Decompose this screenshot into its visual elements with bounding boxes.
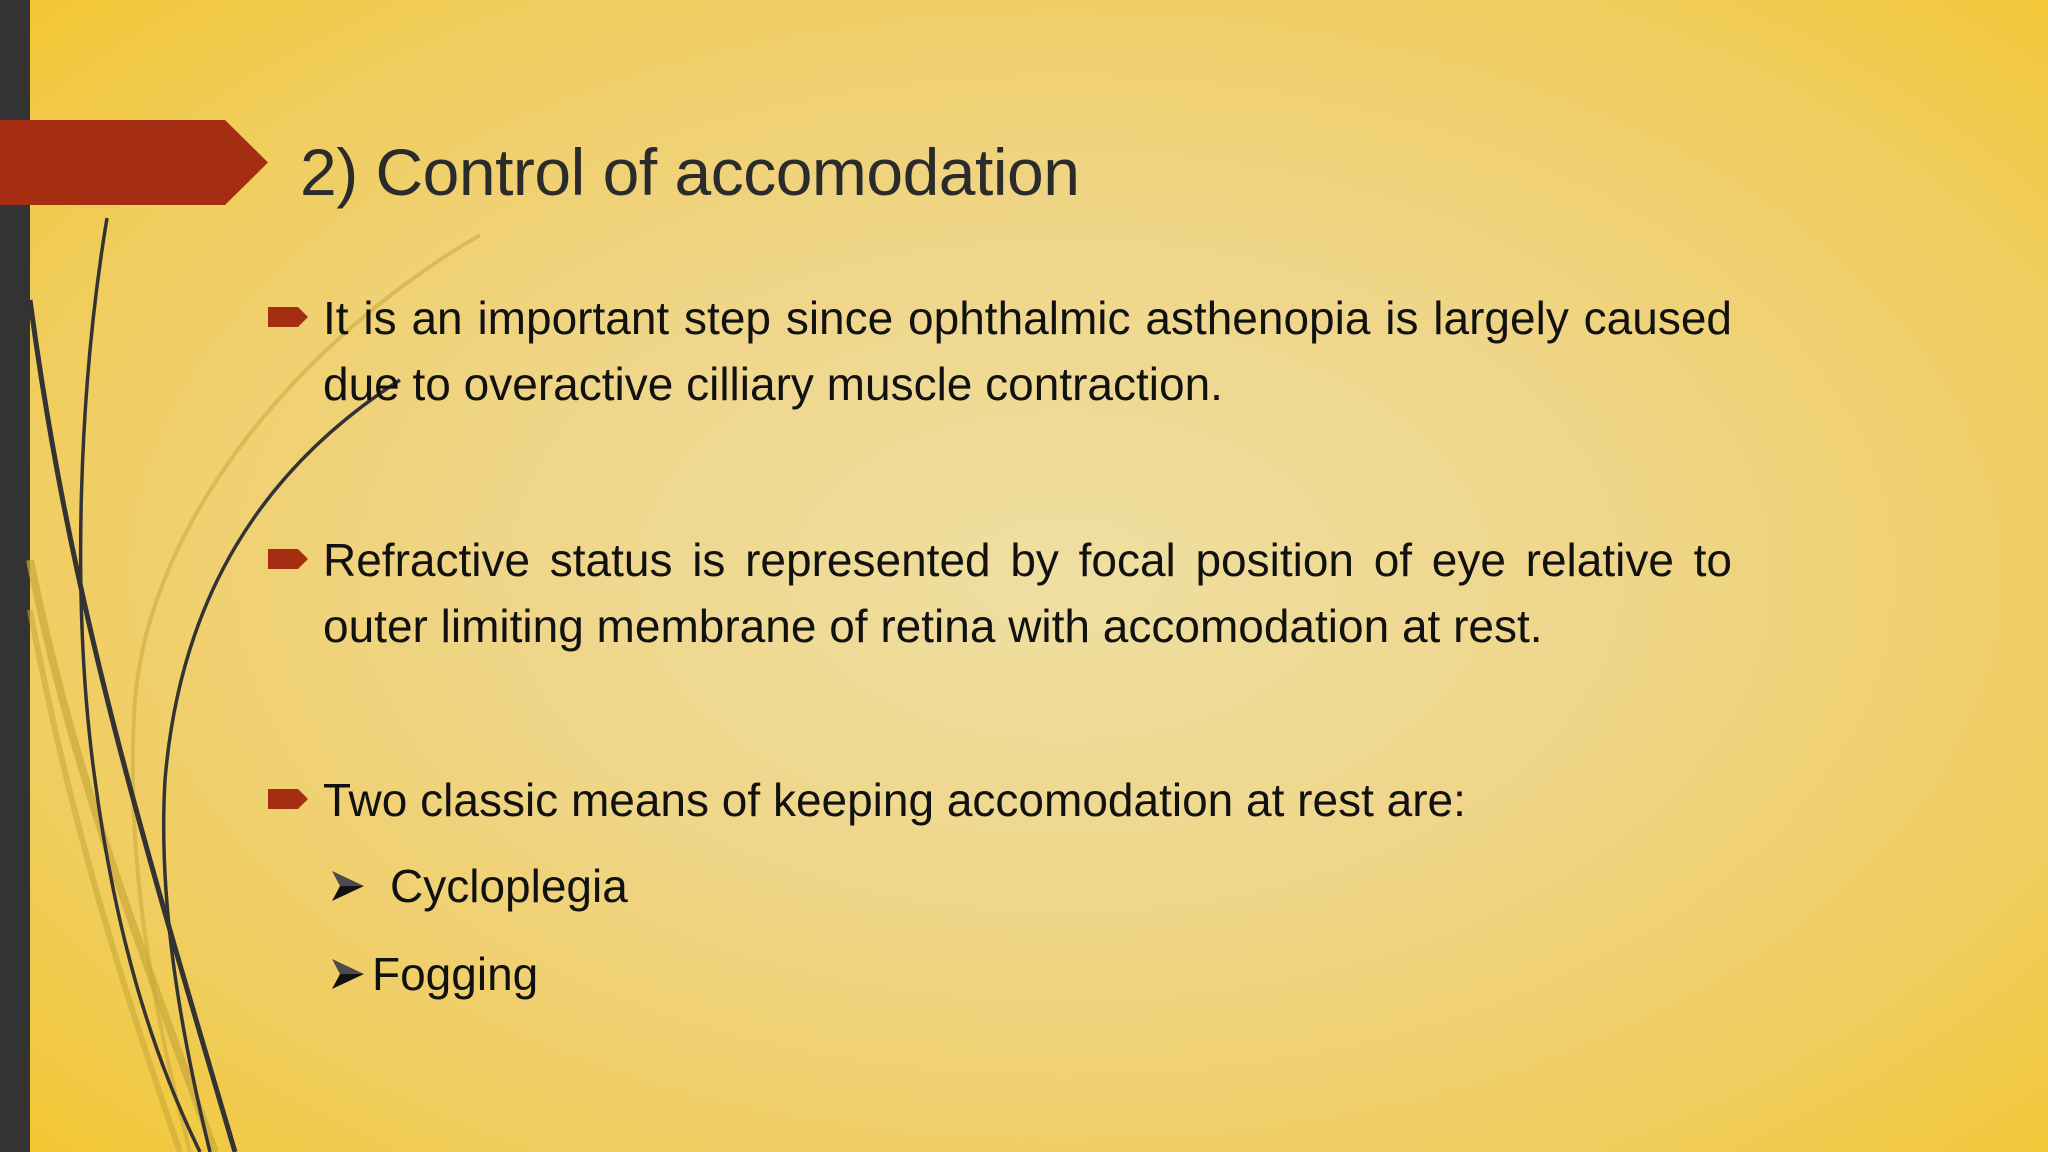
bullet-text: It is an important step since ophthalmic asthenopia is largely caused due to overactive cilliary muscle contraction. (323, 292, 1732, 410)
bullet-item (268, 285, 1732, 417)
slide-title: 2) Control of accomodation (300, 135, 1080, 209)
arrow-bullet-icon (268, 787, 310, 811)
sub-bullet-text: Fogging (372, 948, 539, 1000)
bullet-text: Two classic means of keeping accomodation at rest are: (323, 774, 1466, 826)
arrow-bullet-icon (268, 547, 310, 571)
sub-bullet-list (268, 853, 1732, 1007)
bullet-item (268, 767, 1732, 833)
slide-content (268, 285, 1732, 1029)
bullet-item (268, 527, 1732, 659)
arrowhead-bullet-icon (330, 869, 366, 903)
bullet-text: Refractive status is represented by focal position of eye relative to outer limiting membrane of retina with accomodation at rest. (323, 534, 1732, 652)
arrow-bullet-icon (268, 305, 310, 329)
sub-bullet-text: Cycloplegia (390, 860, 628, 912)
sub-bullet-item (330, 941, 1732, 1007)
sub-bullet-item (330, 853, 1732, 919)
arrowhead-bullet-icon (330, 957, 366, 991)
title-banner-arrow (0, 120, 268, 205)
